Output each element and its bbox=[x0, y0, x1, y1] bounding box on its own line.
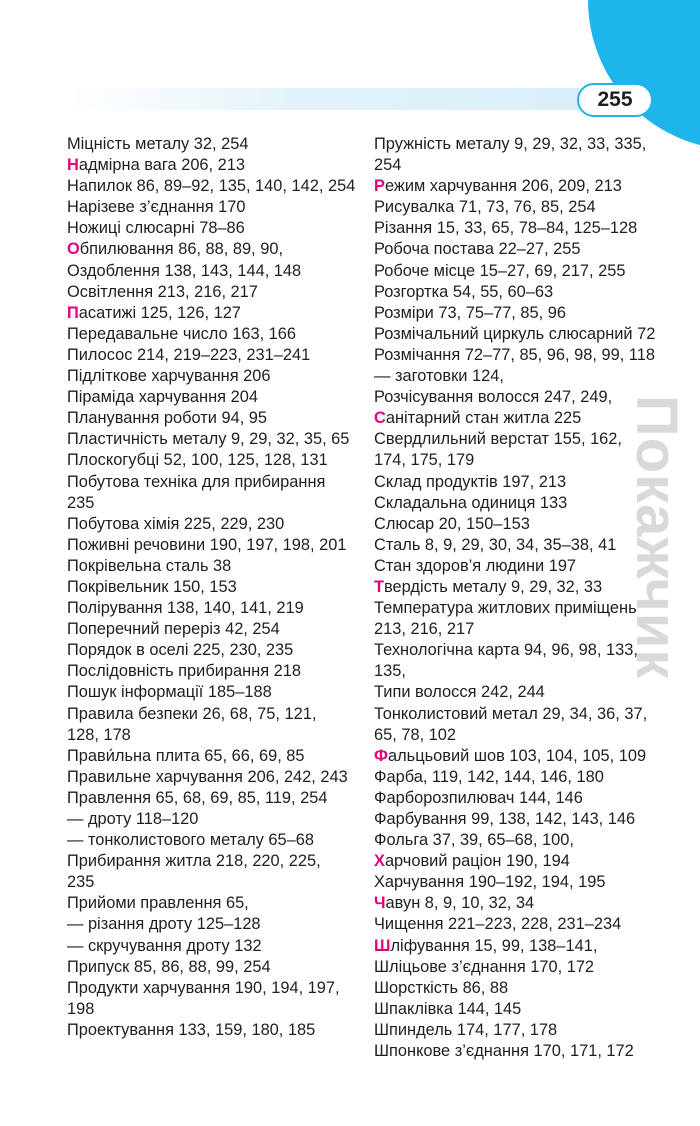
index-entry-text: авун 8, 9, 10, 32, 34 bbox=[385, 894, 535, 913]
index-entry-text: Передавальне число 163, 166 bbox=[67, 324, 297, 343]
index-entry-text: бпилювання 86, 88, 89, 90, bbox=[79, 240, 284, 259]
index-entry-text: Побутова техніка для прибирання bbox=[67, 472, 326, 491]
index-entry-text: Температура житлових приміщень bbox=[374, 599, 637, 618]
index-entry bbox=[67, 851, 363, 872]
index-entry-text: Тонколистовий метал 29, 34, 36, 37, bbox=[374, 704, 648, 723]
index-entry-text: арчовий раціон 190, 194 bbox=[384, 852, 570, 871]
index-entry-text: Покрівельна сталь 38 bbox=[67, 556, 232, 575]
index-entry bbox=[67, 472, 363, 493]
index-entry-text: Проектування 133, 159, 180, 185 bbox=[67, 1020, 316, 1039]
index-entry-text: Пилосос 214, 219–223, 231–241 bbox=[67, 345, 311, 364]
index-entry-text: Розгортка 54, 55, 60–63 bbox=[374, 282, 554, 301]
index-entry bbox=[67, 197, 363, 218]
index-entry bbox=[374, 640, 662, 682]
index-entry bbox=[374, 598, 662, 619]
index-entry bbox=[67, 282, 363, 303]
index-letter-initial: Р bbox=[374, 177, 385, 196]
index-entry bbox=[374, 345, 662, 366]
index-entry-text: — скручування дроту 132 bbox=[67, 936, 262, 955]
index-entry-text: Робоча постава 22–27, 255 bbox=[374, 240, 581, 259]
index-letter-initial: Ч bbox=[374, 894, 386, 913]
index-entry bbox=[374, 134, 662, 155]
index-entry-text: 128, 178 bbox=[67, 725, 131, 744]
index-entry-text: ліфування 15, 99, 138–141, bbox=[390, 936, 598, 955]
index-entry bbox=[374, 872, 662, 893]
index-letter-initial: О bbox=[67, 240, 80, 259]
index-entry bbox=[67, 978, 363, 999]
index-entry bbox=[67, 218, 363, 239]
index-entry-text: Підліткове харчування 206 bbox=[67, 367, 271, 386]
index-entry bbox=[67, 914, 363, 935]
index-entry-text: Послідовність прибирання 218 bbox=[67, 662, 301, 681]
index-entry bbox=[67, 893, 363, 914]
index-entry bbox=[374, 239, 662, 260]
index-entry bbox=[374, 429, 662, 450]
index-entry-text: Складальна одиниця 133 bbox=[374, 493, 568, 512]
index-entry bbox=[67, 345, 363, 366]
index-entry bbox=[67, 303, 363, 324]
index-entry-text: Поживні речовини 190, 197, 198, 201 bbox=[67, 535, 347, 554]
index-entry-text: Прави́льна плита 65, 66, 69, 85 bbox=[67, 746, 305, 765]
index-entry bbox=[67, 598, 363, 619]
index-entry bbox=[374, 387, 662, 408]
index-entry-text: Покрівельник 150, 153 bbox=[67, 577, 237, 596]
index-entry bbox=[374, 176, 662, 197]
index-entry bbox=[67, 830, 363, 851]
index-entry-text: Пошук інформації 185–188 bbox=[67, 683, 272, 702]
index-entry bbox=[67, 261, 363, 282]
index-entry bbox=[374, 936, 662, 957]
index-letter-initial: С bbox=[374, 409, 386, 428]
corner-decoration bbox=[588, 0, 700, 150]
index-entry-text: Ножиці слюсарні 78–86 bbox=[67, 219, 245, 238]
index-entry-text: Різання 15, 33, 65, 78–84, 125–128 bbox=[374, 219, 638, 238]
index-letter-initial: П bbox=[67, 303, 79, 322]
index-entry-text: Розміри 73, 75–77, 85, 96 bbox=[374, 303, 566, 322]
header-band bbox=[68, 88, 628, 110]
index-entry bbox=[67, 725, 363, 746]
index-entry bbox=[374, 1020, 662, 1041]
index-entry-text: 235 bbox=[67, 873, 95, 892]
index-entry bbox=[374, 999, 662, 1020]
index-entry-text: Оздоблення 138, 143, 144, 148 bbox=[67, 261, 302, 280]
index-entry-text: — заготовки 124, bbox=[374, 367, 504, 386]
index-entry-text: Чищення 221–223, 228, 231–234 bbox=[374, 915, 622, 934]
index-entry-text: Сталь 8, 9, 29, 30, 34, 35–38, 41 bbox=[374, 535, 617, 554]
index-entry-text: ежим харчування 206, 209, 213 bbox=[384, 177, 622, 196]
index-entry-text: Освітлення 213, 216, 217 bbox=[67, 282, 258, 301]
index-entry-text: Порядок в оселі 225, 230, 235 bbox=[67, 641, 294, 660]
index-entry bbox=[67, 1020, 363, 1041]
index-entry-text: Розчісування волосся 247, 249, bbox=[374, 388, 613, 407]
index-entry bbox=[374, 619, 662, 640]
index-entry-text: 254 bbox=[374, 156, 402, 175]
index-letter-initial: Ш bbox=[374, 936, 391, 955]
index-entry bbox=[67, 767, 363, 788]
index-entry bbox=[67, 809, 363, 830]
index-entry bbox=[67, 661, 363, 682]
index-entry bbox=[374, 893, 662, 914]
index-entry-text: Міцність металу 32, 254 bbox=[67, 135, 249, 153]
index-entry bbox=[67, 682, 363, 703]
index-entry-text: Припуск 85, 86, 88, 99, 254 bbox=[67, 957, 271, 976]
index-entry-text: асатижі 125, 126, 127 bbox=[78, 303, 241, 322]
index-entry bbox=[374, 767, 662, 788]
index-entry bbox=[67, 788, 363, 809]
index-entry-text: Свердлильний верстат 155, 162, bbox=[374, 430, 622, 449]
index-entry bbox=[374, 261, 662, 282]
index-letter-initial: Х bbox=[374, 852, 385, 871]
index-entry bbox=[374, 218, 662, 239]
index-entry-text: Слюсар 20, 150–153 bbox=[374, 514, 530, 533]
page-number: 255 bbox=[577, 83, 653, 117]
index-entry bbox=[374, 725, 662, 746]
index-entry-text: Полірування 138, 140, 141, 219 bbox=[67, 599, 304, 618]
index-entry-text: Поперечний переріз 42, 254 bbox=[67, 620, 280, 639]
index-entry bbox=[67, 535, 363, 556]
index-entry-text: Шпонкове з’єднання 170, 171, 172 bbox=[374, 1042, 634, 1061]
index-letter-initial: Ф bbox=[374, 746, 388, 765]
index-entry bbox=[374, 577, 662, 598]
index-entry-text: 65, 78, 102 bbox=[374, 725, 457, 744]
index-entry-text: — різання дроту 125–128 bbox=[67, 915, 261, 934]
index-entry bbox=[67, 936, 363, 957]
index-entry-text: 174, 175, 179 bbox=[374, 451, 475, 470]
index-entry bbox=[67, 429, 363, 450]
index-entry bbox=[67, 556, 363, 577]
index-entry-text: Розмічальний циркуль слюсарний 72 bbox=[374, 324, 656, 343]
index-entry bbox=[374, 978, 662, 999]
index-entry-text: Технологічна карта 94, 96, 98, 133, 135, bbox=[374, 641, 638, 681]
index-entry-text: альцьовий шов 103, 104, 105, 109 bbox=[388, 746, 647, 765]
index-entry-text: Планування роботи 94, 95 bbox=[67, 409, 268, 428]
index-entry bbox=[374, 493, 662, 514]
index-entry-text: вердість металу 9, 29, 32, 33 bbox=[384, 577, 603, 596]
index-entry-text: Правила безпеки 26, 68, 75, 121, bbox=[67, 704, 317, 723]
index-entry-text: Правильне харчування 206, 242, 243 bbox=[67, 767, 348, 786]
index-entry-text: Фарборозпилювач 144, 146 bbox=[374, 788, 583, 807]
index-entry bbox=[374, 788, 662, 809]
index-entry-text: анітарний стан житла 225 bbox=[385, 409, 582, 428]
index-entry-text: Рисувалка 71, 73, 76, 85, 254 bbox=[374, 198, 596, 217]
index-entry bbox=[374, 303, 662, 324]
index-entry-text: адмірна вага 206, 213 bbox=[78, 156, 245, 175]
index-entry-text: Фольга 37, 39, 65–68, 100, bbox=[374, 831, 574, 850]
index-column-left bbox=[67, 134, 363, 1041]
index-entry-text: Фарба, 119, 142, 144, 146, 180 bbox=[374, 767, 604, 786]
index-entry-text: Прийоми правлення 65, bbox=[67, 894, 249, 913]
index-entry bbox=[67, 577, 363, 598]
index-entry-text: 235 bbox=[67, 493, 95, 512]
index-entry-text: Робоче місце 15–27, 69, 217, 255 bbox=[374, 261, 626, 280]
index-entry-text: Склад продуктів 197, 213 bbox=[374, 472, 567, 491]
index-entry bbox=[374, 556, 662, 577]
index-entry bbox=[67, 155, 363, 176]
index-entry-text: Харчування 190–192, 194, 195 bbox=[374, 873, 606, 892]
index-entry bbox=[67, 746, 363, 767]
index-letter-initial: Н bbox=[67, 156, 79, 175]
index-entry-text: Нарізеве з’єднання 170 bbox=[67, 198, 246, 217]
index-entry bbox=[374, 408, 662, 429]
index-entry bbox=[67, 408, 363, 429]
index-entry-text: Шліцьове з’єднання 170, 172 bbox=[374, 957, 595, 976]
index-entry bbox=[374, 514, 662, 535]
index-entry-text: Плоскогубці 52, 100, 125, 128, 131 bbox=[67, 451, 328, 470]
index-entry bbox=[374, 155, 662, 176]
index-entry-text: Пружність металу 9, 29, 32, 33, 335, bbox=[374, 135, 647, 153]
index-entry bbox=[67, 366, 363, 387]
index-entry bbox=[374, 1041, 662, 1062]
index-entry-text: Побутова хімія 225, 229, 230 bbox=[67, 514, 285, 533]
index-entry bbox=[67, 704, 363, 725]
index-entry-text: Правлення 65, 68, 69, 85, 119, 254 bbox=[67, 788, 328, 807]
index-entry-text: 213, 216, 217 bbox=[374, 620, 475, 639]
side-section-label: Покажчик bbox=[624, 395, 689, 680]
index-entry-text: — тонколистового металу 65–68 bbox=[67, 831, 314, 850]
index-entry-text: Пластичність металу 9, 29, 32, 35, 65 bbox=[67, 430, 350, 449]
index-entry-text: Напилок 86, 89–92, 135, 140, 142, 254 bbox=[67, 177, 356, 196]
index-entry-text: Шорсткість 86, 88 bbox=[374, 978, 509, 997]
index-letter-initial: Т bbox=[374, 577, 385, 596]
index-entry bbox=[374, 746, 662, 767]
index-entry-text: Піраміда харчування 204 bbox=[67, 388, 258, 407]
index-entry bbox=[374, 197, 662, 218]
index-entry bbox=[67, 239, 363, 260]
index-entry bbox=[67, 387, 363, 408]
index-entry-text: Стан здоров’я людини 197 bbox=[374, 556, 577, 575]
index-entry bbox=[374, 957, 662, 978]
index-entry bbox=[374, 324, 662, 345]
index-entry bbox=[374, 809, 662, 830]
index-entry-text: Прибирання житла 218, 220, 225, bbox=[67, 852, 321, 871]
index-entry bbox=[374, 851, 662, 872]
index-entry bbox=[67, 872, 363, 893]
index-entry bbox=[374, 704, 662, 725]
index-entry bbox=[67, 640, 363, 661]
index-entry-text: Шпаклівка 144, 145 bbox=[374, 999, 522, 1018]
index-entry bbox=[374, 282, 662, 303]
index-entry bbox=[67, 514, 363, 535]
index-entry-text: Фарбування 99, 138, 142, 143, 146 bbox=[374, 810, 636, 828]
index-entry bbox=[67, 176, 363, 197]
index-entry bbox=[374, 535, 662, 556]
index-entry bbox=[374, 472, 662, 493]
index-entry bbox=[67, 619, 363, 640]
index-entry bbox=[67, 957, 363, 978]
index-entry bbox=[374, 914, 662, 935]
index-entry bbox=[374, 830, 662, 851]
index-column-right bbox=[374, 134, 662, 1062]
index-entry-text: — дроту 118–120 bbox=[67, 810, 199, 828]
index-entry bbox=[67, 999, 363, 1020]
index-entry-text: Шпиндель 174, 177, 178 bbox=[374, 1020, 558, 1039]
index-entry-text: 198 bbox=[67, 999, 95, 1018]
index-entry bbox=[67, 450, 363, 471]
index-entry-text: Типи волосся 242, 244 bbox=[374, 683, 545, 702]
index-entry bbox=[67, 493, 363, 514]
index-entry bbox=[67, 134, 363, 155]
index-entry-text: Розмічання 72–77, 85, 96, 98, 99, 118 bbox=[374, 345, 655, 364]
index-entry bbox=[374, 366, 662, 387]
index-entry bbox=[374, 682, 662, 703]
index-entry-text: Продукти харчування 190, 194, 197, bbox=[67, 978, 340, 997]
index-entry bbox=[67, 324, 363, 345]
index-entry bbox=[374, 450, 662, 471]
